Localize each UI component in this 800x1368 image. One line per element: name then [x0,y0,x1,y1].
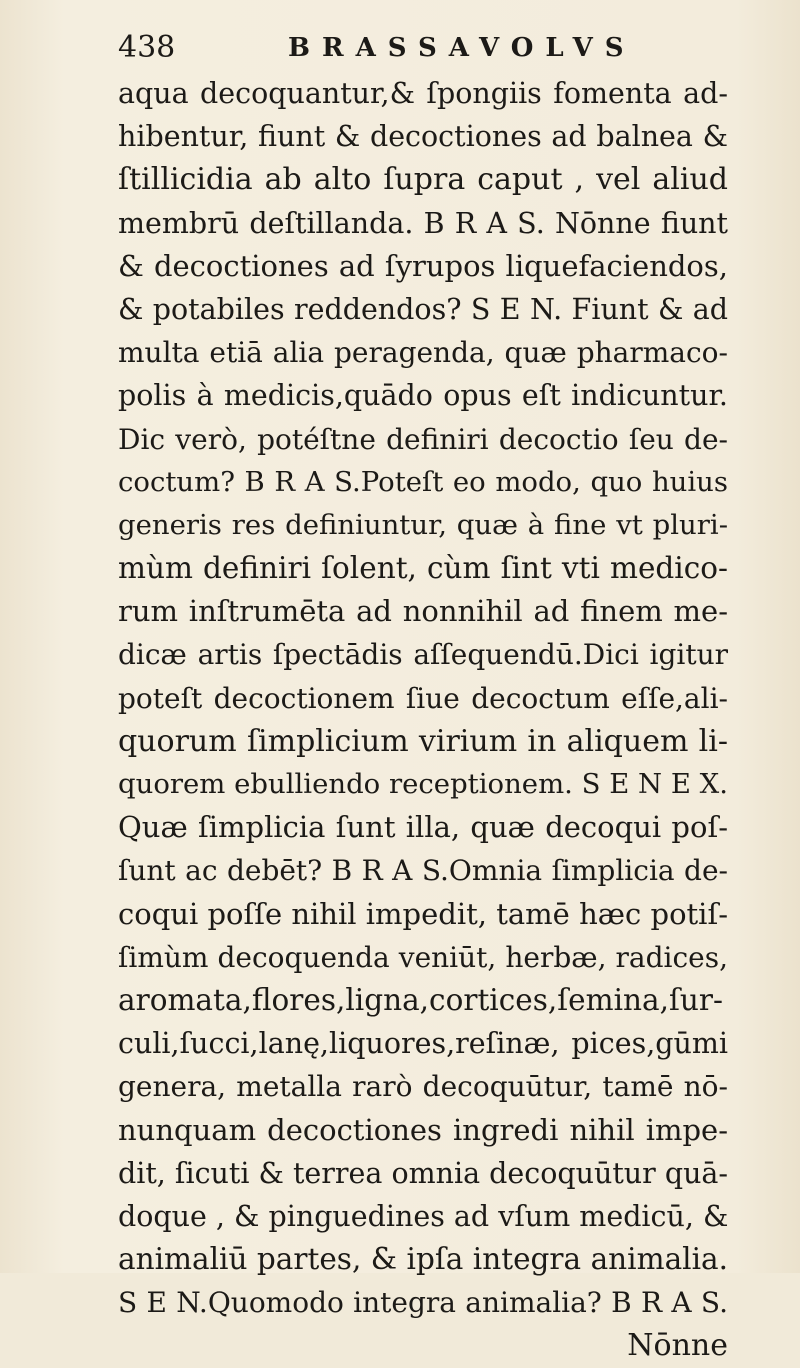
text-line: coqui poſſe nihil impedit, tamē hæc potiſ- [118,896,728,931]
text-line: Dic verò, potéſtne definiri decoctio ſeu de- [118,422,728,456]
text-line: generis res definiuntur, quæ à fine vt pluri- [118,508,728,541]
text-line: coctum? B R A S.Poteſt eo modo, quo huius [118,465,728,498]
text-line: poteſt decoctionem ſiue decoctum eſſe,ali- [118,681,728,715]
text-line: membrū deſtillanda. B R A S. Nōnne fiunt [118,206,728,240]
text-line: dicæ artis ſpectādis aſſequendū.Dici igitur [118,638,728,672]
text-line: ſimùm decoquenda veniūt, herbæ, radices, [118,940,728,974]
text-line: culi,ſucci,lanę,liquores,reſinæ, pices,gūmi [118,1027,728,1061]
text-line: hibentur, fiunt & decoctiones ad balnea & [118,120,728,154]
running-head: BRASSAVOLVS [288,33,636,63]
text-line: & potabiles reddendos? S E N. Fiunt & ad [118,292,728,326]
text-line: & decoctiones ad ſyrupos liquefaciendos, [118,248,728,283]
text-line: quorum ſimplicium virium in aliquem li- [118,723,728,759]
text-line: genera, metalla rarò decoquūtur, tamē nō- [118,1070,728,1104]
text-line: dit, ſicuti & terrea omnia decoquūtur quā- [118,1156,728,1190]
text-line: mùm definiri ſolent, cùm ſint vti medico- [118,551,728,586]
text-line: ſtillicidia ab alto ſupra caput , vel aliud [118,162,728,198]
text-line: aromata,flores,ligna,cortices,ſemina,ſur- [118,982,723,1017]
body-text [118,72,728,1368]
text-line: multa etiā alia peragenda, quæ pharmaco- [118,336,728,370]
text-line: aqua decoquantur,& ſpongiis fomenta ad- [118,77,728,110]
text-line: Quæ ſimplicia ſunt illa, quæ decoqui poſ- [118,810,728,845]
text-line: S E N.Quomodo integra animalia? B R A S. [118,1286,728,1320]
catchword: Nōnne [627,1328,728,1364]
text-line: polis à medicis,quādo opus eſt indicuntur. [118,379,728,413]
text-line: quorem ebulliendo receptionem. S E N E X. [118,768,728,800]
text-line: doque , & pinguedines ad vſum medicū, & [118,1199,728,1233]
text-line: ſunt ac debēt? B R A S.Omnia ſimplicia de- [118,854,728,888]
page-number: 438 [118,30,176,65]
text-line: animaliū partes, & ipſa integra animalia. [118,1242,728,1277]
text-line: nunquam decoctiones ingredi nihil impe- [118,1112,728,1147]
page-header [118,28,738,68]
text-line: rum inſtrumēta ad nonnihil ad finem me- [118,594,728,629]
